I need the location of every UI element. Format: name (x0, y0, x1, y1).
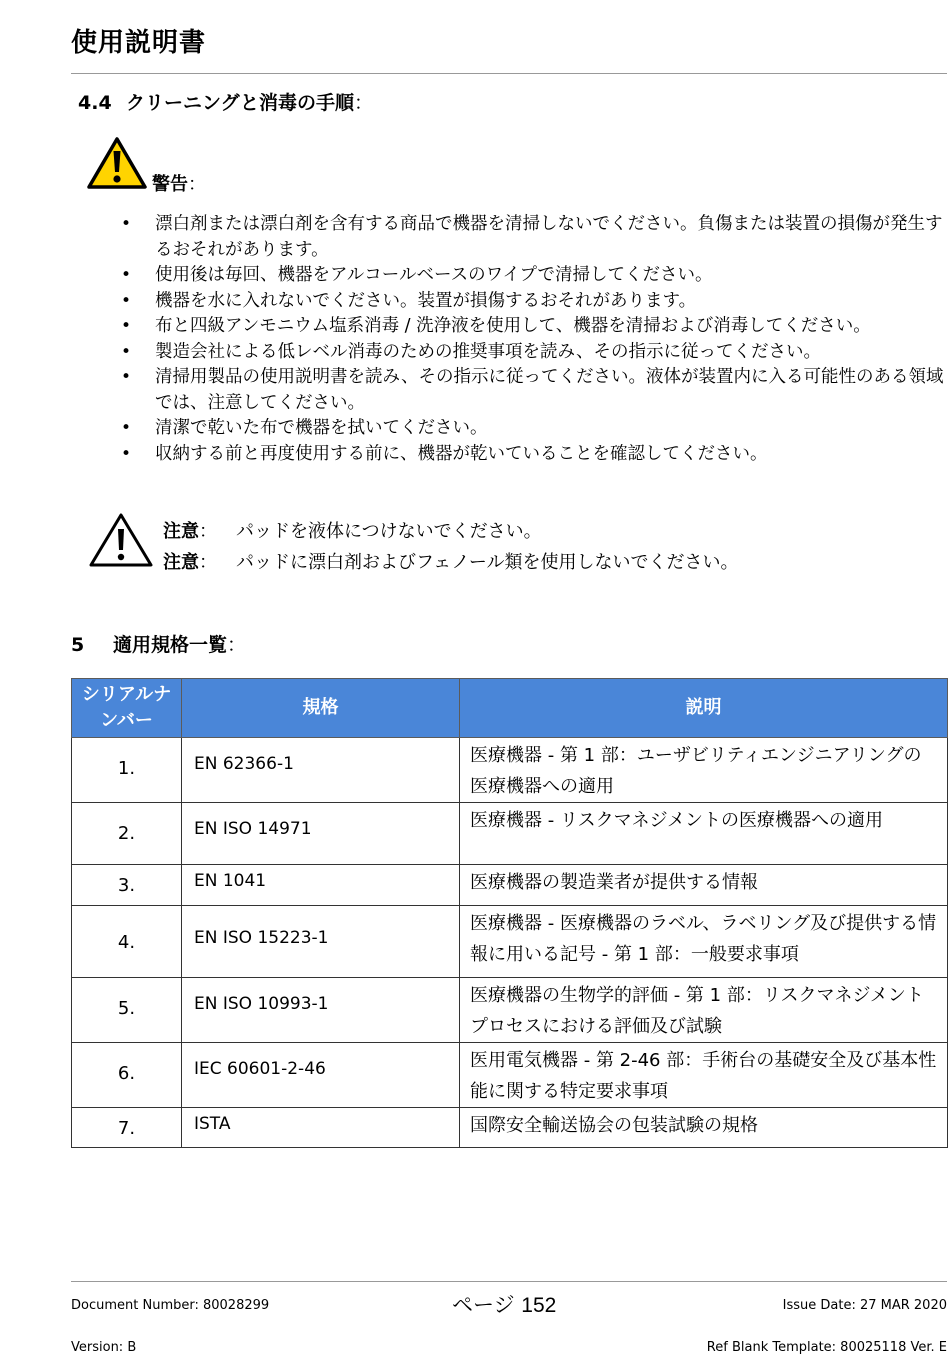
row-standard: EN ISO 10993-1 (182, 978, 460, 1043)
page-label: ページ (452, 1293, 515, 1317)
caution-label (163, 548, 236, 574)
table-row (72, 978, 948, 1043)
standards-table (71, 678, 948, 1148)
template-reference: Ref Blank Template: 80025118 Ver. E (706, 1340, 947, 1355)
warning-item: • 布と四級アンモニウム塩系消毒 / 洗浄液を使用して、機器を清掃および消毒してください。 (118, 314, 944, 340)
section-5-heading (71, 630, 246, 657)
section-4-4-heading (78, 88, 373, 115)
table-row (72, 803, 948, 865)
warning-item: • 清潔で乾いた布で機器を拭いてください。 (118, 416, 944, 442)
row-description: 医療機器 - 第 1 部：ユーザビリティエンジニアリングの医療機器への適用 (460, 738, 948, 803)
header-description: 説明 (460, 679, 948, 738)
row-standard: EN ISO 15223-1 (182, 906, 460, 978)
row-number: 6. (72, 1043, 182, 1108)
row-standard: IEC 60601-2-46 (182, 1043, 460, 1108)
caution-label-colon: ： (199, 552, 217, 573)
row-standard: EN 1041 (182, 865, 460, 906)
header-serial-number: シリアルナンバー (72, 679, 182, 738)
caution-label (163, 517, 236, 543)
caution-label-colon: ： (199, 521, 217, 542)
row-standard: EN 62366-1 (182, 738, 460, 803)
table-row (72, 865, 948, 906)
warning-label (152, 170, 206, 196)
caution-row (163, 517, 542, 543)
table-row (72, 1043, 948, 1108)
row-number: 2. (72, 803, 182, 865)
row-description: 医療機器 - リスクマネジメントの医療機器への適用 (460, 803, 948, 865)
warning-item: • 製造会社による低レベル消毒のための推奨事項を読み、その指示に従ってください。 (118, 340, 944, 366)
section-title: クリーニングと消毒の手順 (126, 92, 355, 114)
section-number: 4.4 (78, 92, 112, 114)
row-number: 3. (72, 865, 182, 906)
warning-list (118, 212, 944, 467)
issue-date: Issue Date: 27 MAR 2020 (782, 1298, 947, 1313)
warning-item: • 使用後は毎回、機器をアルコールベースのワイプで清掃してください。 (118, 263, 944, 289)
row-number: 1. (72, 738, 182, 803)
caution-row (163, 548, 739, 574)
row-standard: EN ISO 14971 (182, 803, 460, 865)
caution-text: パッドに漂白剤およびフェノール類を使用しないでください。 (236, 552, 739, 573)
table-row (72, 1108, 948, 1148)
row-description: 医療機器の生物学的評価 - 第 1 部：リスクマネジメントプロセスにおける評価及び試験 (460, 978, 948, 1043)
row-description: 国際安全輸送協会の包装試験の規格 (460, 1108, 948, 1148)
version: Version: B (71, 1340, 137, 1355)
table-row (72, 738, 948, 803)
warning-triangle-icon (86, 136, 148, 190)
document-number: Document Number: 80028299 (71, 1298, 270, 1313)
caution-text: パッドを液体につけないでください。 (236, 521, 542, 542)
page-number (452, 1289, 556, 1319)
section-title: 適用規格一覧 (113, 634, 228, 656)
table-header-row (72, 679, 948, 738)
row-standard: ISTA (182, 1108, 460, 1148)
header-divider (71, 73, 947, 74)
caution-label-text: 注意 (163, 521, 199, 542)
caution-triangle-icon (88, 512, 154, 568)
row-number: 7. (72, 1108, 182, 1148)
warning-label-colon: ： (188, 174, 206, 195)
page-number-value: 152 (521, 1294, 557, 1317)
row-number: 4. (72, 906, 182, 978)
row-description: 医療機器の製造業者が提供する情報 (460, 865, 948, 906)
section-number: 5 (71, 634, 85, 656)
table-row (72, 906, 948, 978)
warning-item: • 漂白剤または漂白剤を含有する商品で機器を清掃しないでください。負傷または装置の損傷が発生するおそれがあります。 (118, 212, 944, 263)
warning-item: • 機器を水に入れないでください。装置が損傷するおそれがあります。 (118, 289, 944, 315)
caution-label-text: 注意 (163, 552, 199, 573)
warning-item: • 収納する前と再度使用する前に、機器が乾いていることを確認してください。 (118, 442, 944, 468)
warning-item: • 清掃用製品の使用説明書を読み、その指示に従ってください。液体が装置内に入る可能性のある領域では、注意してください。 (118, 365, 944, 416)
document-title: 使用説明書 (71, 28, 207, 58)
section-colon: ： (227, 634, 247, 656)
footer-divider (71, 1281, 947, 1282)
row-number: 5. (72, 978, 182, 1043)
warning-label-text: 警告 (152, 174, 188, 195)
header-standard: 規格 (182, 679, 460, 738)
row-description: 医用電気機器 - 第 2-46 部：手術台の基礎安全及び基本性能に関する特定要求事項 (460, 1043, 948, 1108)
row-description: 医療機器 - 医療機器のラベル、ラベリング及び提供する情報に用いる記号 - 第 1 部：一般要求事項 (460, 906, 948, 978)
section-colon: ： (354, 92, 374, 114)
